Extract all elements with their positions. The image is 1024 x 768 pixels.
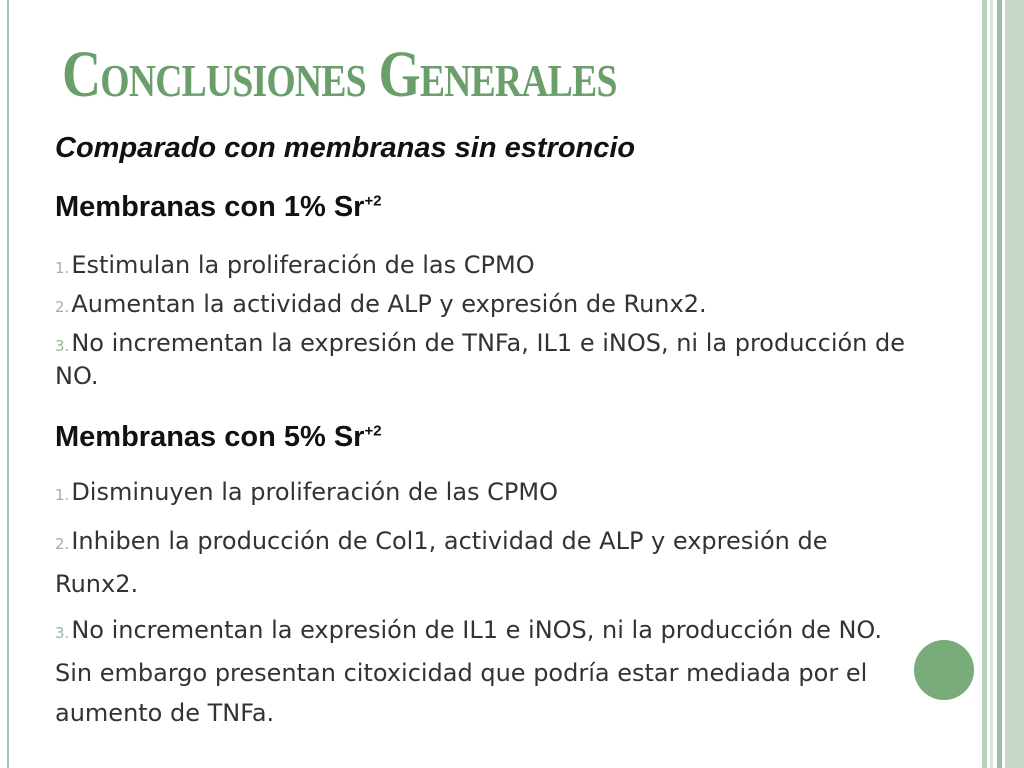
superscript-charge: +2 <box>364 192 382 210</box>
list-item <box>55 289 915 322</box>
list-item-text: Aumentan la actividad de ALP y expresión de Runx2. <box>71 290 707 318</box>
list-item-text: No incrementan la expresión de IL1 e iNOS, ni la producción de NO. Sin embargo presentan citoxicidad que podría estar mediada por el aumento de TNFa. <box>55 616 882 727</box>
slide-subtitle: Comparado con membranas sin estroncio <box>55 132 636 164</box>
right-border-stripe <box>1005 0 1024 768</box>
section-heading-1pct <box>55 191 382 224</box>
list-item <box>55 472 915 515</box>
list-item-text: Estimulan la proliferación de las CPMO <box>71 251 535 279</box>
section-heading-text: Membranas con 1% Sr <box>55 191 365 223</box>
right-border-stripe <box>990 0 993 768</box>
list-item <box>55 250 915 283</box>
list-item-number: 3. <box>55 337 70 355</box>
right-border-stripe <box>997 0 1002 768</box>
list-item-number: 1. <box>55 486 70 504</box>
list-item <box>55 521 915 604</box>
list-item-number: 2. <box>55 535 70 553</box>
list-item-number: 2. <box>55 298 70 316</box>
section-heading-text: Membranas con 5% Sr <box>55 421 365 453</box>
list-item-number: 1. <box>55 259 70 277</box>
list-item-text: Inhiben la producción de Col1, actividad de ALP y expresión de Runx2. <box>55 527 828 598</box>
list-item <box>55 610 915 733</box>
list-item-number: 3. <box>55 624 70 642</box>
superscript-charge: +2 <box>364 422 382 440</box>
conclusions-list-5pct <box>55 472 915 739</box>
list-item-text: Disminuyen la proliferación de las CPMO <box>71 478 558 506</box>
conclusions-list-1pct <box>55 250 915 397</box>
decorative-circle <box>914 640 974 700</box>
section-heading-5pct <box>55 421 382 454</box>
right-border-stripe <box>982 0 987 768</box>
slide-title: Conclusiones Generales <box>62 38 617 111</box>
list-item-text: No incrementan la expresión de TNFa, IL1 e iNOS, ni la producción de NO. <box>55 329 906 390</box>
list-item <box>55 328 915 391</box>
